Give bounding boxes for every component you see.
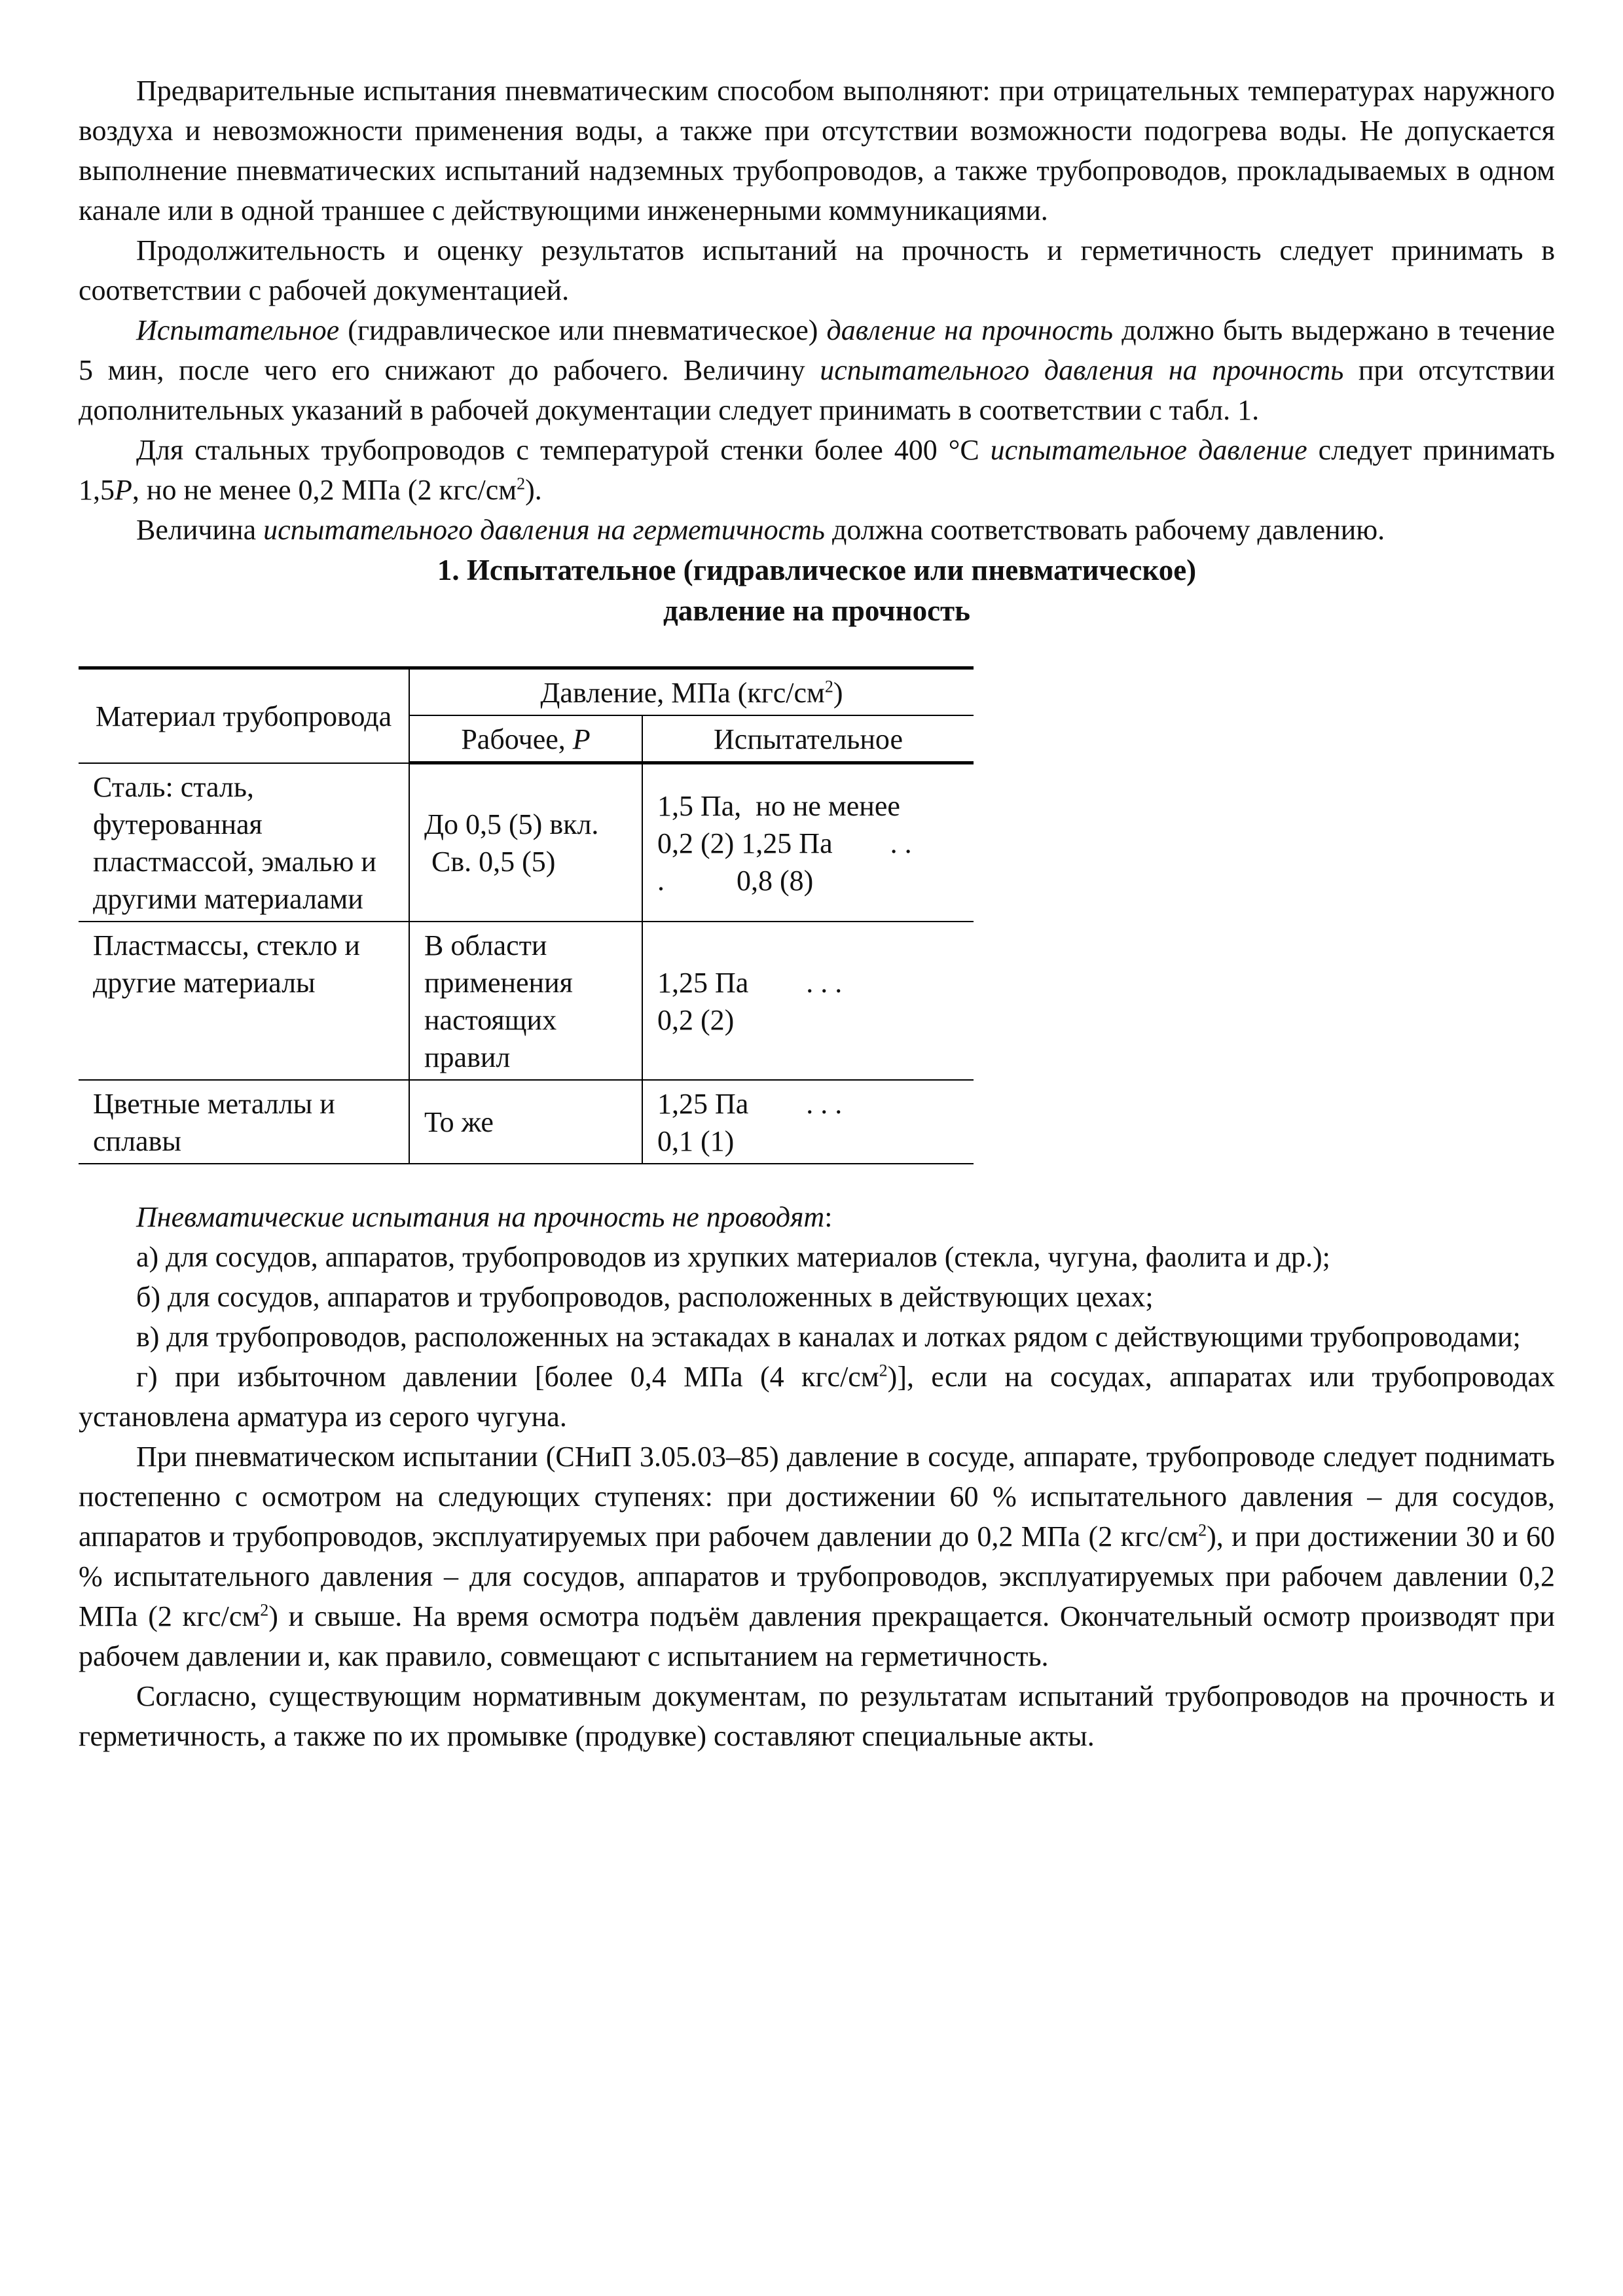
symbol-p: P xyxy=(572,723,591,755)
text-fragment: ), и при достижении 30 и 60 % испытательного давления – для сосудов, аппаратов и трубопроводов, эксплуатируемых при рабочем давлении 0,2 МПа (2 кгс/см xyxy=(79,1520,1555,1632)
header-pressure-end: ) xyxy=(833,677,843,709)
cell-work-pressure: То же xyxy=(409,1080,642,1164)
table-row xyxy=(79,1080,974,1164)
cell-test-pressure: 1,25 Па . . . 0,2 (2) xyxy=(642,922,974,1080)
document-page xyxy=(79,71,1555,1756)
cell-material: Сталь: сталь, футерованная пластмассой, эмалью и другими материалами xyxy=(79,763,409,922)
text-fragment: Для стальных трубопроводов с температурой стенки более 400 °С xyxy=(136,434,991,466)
paragraph-test-pressure xyxy=(79,310,1555,430)
term-test-pressure-strength: испытательного давления на прочность xyxy=(820,354,1344,386)
superscript: 2 xyxy=(260,1600,269,1619)
paragraph-steel-pipes xyxy=(79,430,1555,510)
pressure-table xyxy=(79,666,974,1164)
list-item-c: в) для трубопроводов, расположенных на эстакадах в каналах и лотках рядом с действующими трубопроводами; xyxy=(136,1320,1521,1353)
paragraph-acts: Согласно, существующим нормативным документам, по результатам испытаний трубопроводов на прочность и герметичность, а также по их промывке (продувке) составляют специальные акты. xyxy=(79,1679,1555,1752)
text-fragment: ). xyxy=(525,474,542,506)
cell-material: Пластмассы, стекло и другие материалы xyxy=(79,922,409,1080)
cell-test-pressure: 1,5 Па, но не менее 0,2 (2) 1,25 Па . . . 0,8 (8) xyxy=(642,763,974,922)
superscript: 2 xyxy=(517,474,526,493)
list-item-b: б) для сосудов, аппаратов и трубопроводов, расположенных в действующих цехах; xyxy=(136,1280,1154,1313)
superscript: 2 xyxy=(1198,1520,1207,1539)
term-strength-pressure: давление на прочность xyxy=(826,314,1114,346)
header-pressure xyxy=(409,668,974,716)
text-fragment: ) и свыше. На время осмотра подъём давления прекращается. Окончательный осмотр производят при рабочем давлении и, как правило, совмещают с испытанием на герметичность. xyxy=(79,1600,1556,1672)
header-test-pressure: Испытательное xyxy=(642,715,974,763)
text-fragment: должно быть выдержано в течение 5 мин, после чего его снижают до рабочего. Величину xyxy=(79,314,1556,386)
superscript: 2 xyxy=(824,677,833,696)
pressure-table-wrapper xyxy=(79,666,1555,1164)
cell-work-pressure: До 0,5 (5) вкл. Св. 0,5 (5) xyxy=(409,763,642,922)
table-caption-line1: 1. Испытательное (гидравлическое или пневматическое) xyxy=(437,554,1197,586)
text-fragment: г) при избыточном давлении [более 0,4 МПа (4 кгс/см xyxy=(136,1360,879,1393)
text-fragment: )], если на сосудах, аппаратах или трубопроводах установлена арматура из серого чугуна. xyxy=(79,1360,1555,1433)
text-fragment: при отсутствии дополнительных указаний в рабочей документации следует принимать в соответствии с табл. 1. xyxy=(79,354,1555,426)
term-test-pressure: испытательное давление xyxy=(990,434,1307,466)
text-fragment: (гидравлическое или пневматическое) xyxy=(339,314,827,346)
text-fragment: При пневматическом испытании (СНиП 3.05.03–85) давление в сосуде, аппарате, трубопроводе следует поднимать постепенно с осмотром на следующих ступенях: при достижении 60 % испытательного давления – для сосудов, аппаратов и трубопроводов, эксплуатируемых при рабочем давлении до 0,2 МПа (2 кгс/см xyxy=(79,1440,1555,1552)
superscript: 2 xyxy=(879,1360,888,1380)
italic-heading: Пневматические испытания на прочность не проводят xyxy=(136,1200,825,1233)
table-header-row xyxy=(79,668,974,716)
header-pressure-text: Давление, МПа (кгс/см xyxy=(540,677,825,709)
symbol-p: P xyxy=(115,474,132,506)
heading-no-pneumatic-tests xyxy=(79,1197,1555,1237)
text-fragment: : xyxy=(824,1200,833,1233)
header-work-text: Рабочее, xyxy=(461,723,573,755)
cell-work-pressure: В области применения настоящих правил xyxy=(409,922,642,1080)
cell-test-pressure: 1,25 Па . . . 0,1 (1) xyxy=(642,1080,974,1164)
table-caption-line2: давление на прочность xyxy=(663,594,970,627)
list-item-a: а) для сосудов, аппаратов, трубопроводов из хрупких материалов (стекла, чугуна, фаолита и др.); xyxy=(136,1240,1330,1273)
table-row xyxy=(79,763,974,922)
text-fragment: , но не менее 0,2 МПа (2 кгс/см xyxy=(132,474,517,506)
paragraph-tightness xyxy=(79,510,1555,550)
list-item-d xyxy=(79,1357,1555,1437)
header-work-pressure xyxy=(409,715,642,763)
text-fragment: следует принимать 1,5 xyxy=(79,434,1555,506)
paragraph-pneumatic-preliminary: Предварительные испытания пневматическим способом выполняют: при отрицательных температурах наружного воздуха и невозможности применения воды, а также при отсутствии возможности подогрева воды. Не допускается выполнение пневматических испытаний надземных трубопроводов, а также трубопроводов, прокладываемых в одном канале или в одной траншее с действующими инженерными коммуникациями. xyxy=(79,75,1555,226)
paragraph-pneumatic-procedure xyxy=(79,1437,1555,1676)
term-tightness-pressure: испытательного давления на герметичность xyxy=(263,514,825,546)
paragraph-duration: Продолжительность и оценку результатов испытаний на прочность и герметичность следует принимать в соответствии с рабочей документацией. xyxy=(79,234,1555,306)
term-test-pressure: Испытательное xyxy=(136,314,340,346)
text-fragment: Величина xyxy=(136,514,264,546)
header-material: Материал трубопровода xyxy=(79,668,409,763)
table-row xyxy=(79,922,974,1080)
cell-material: Цветные металлы и сплавы xyxy=(79,1080,409,1164)
text-fragment: должна соответствовать рабочему давлению. xyxy=(824,514,1385,546)
